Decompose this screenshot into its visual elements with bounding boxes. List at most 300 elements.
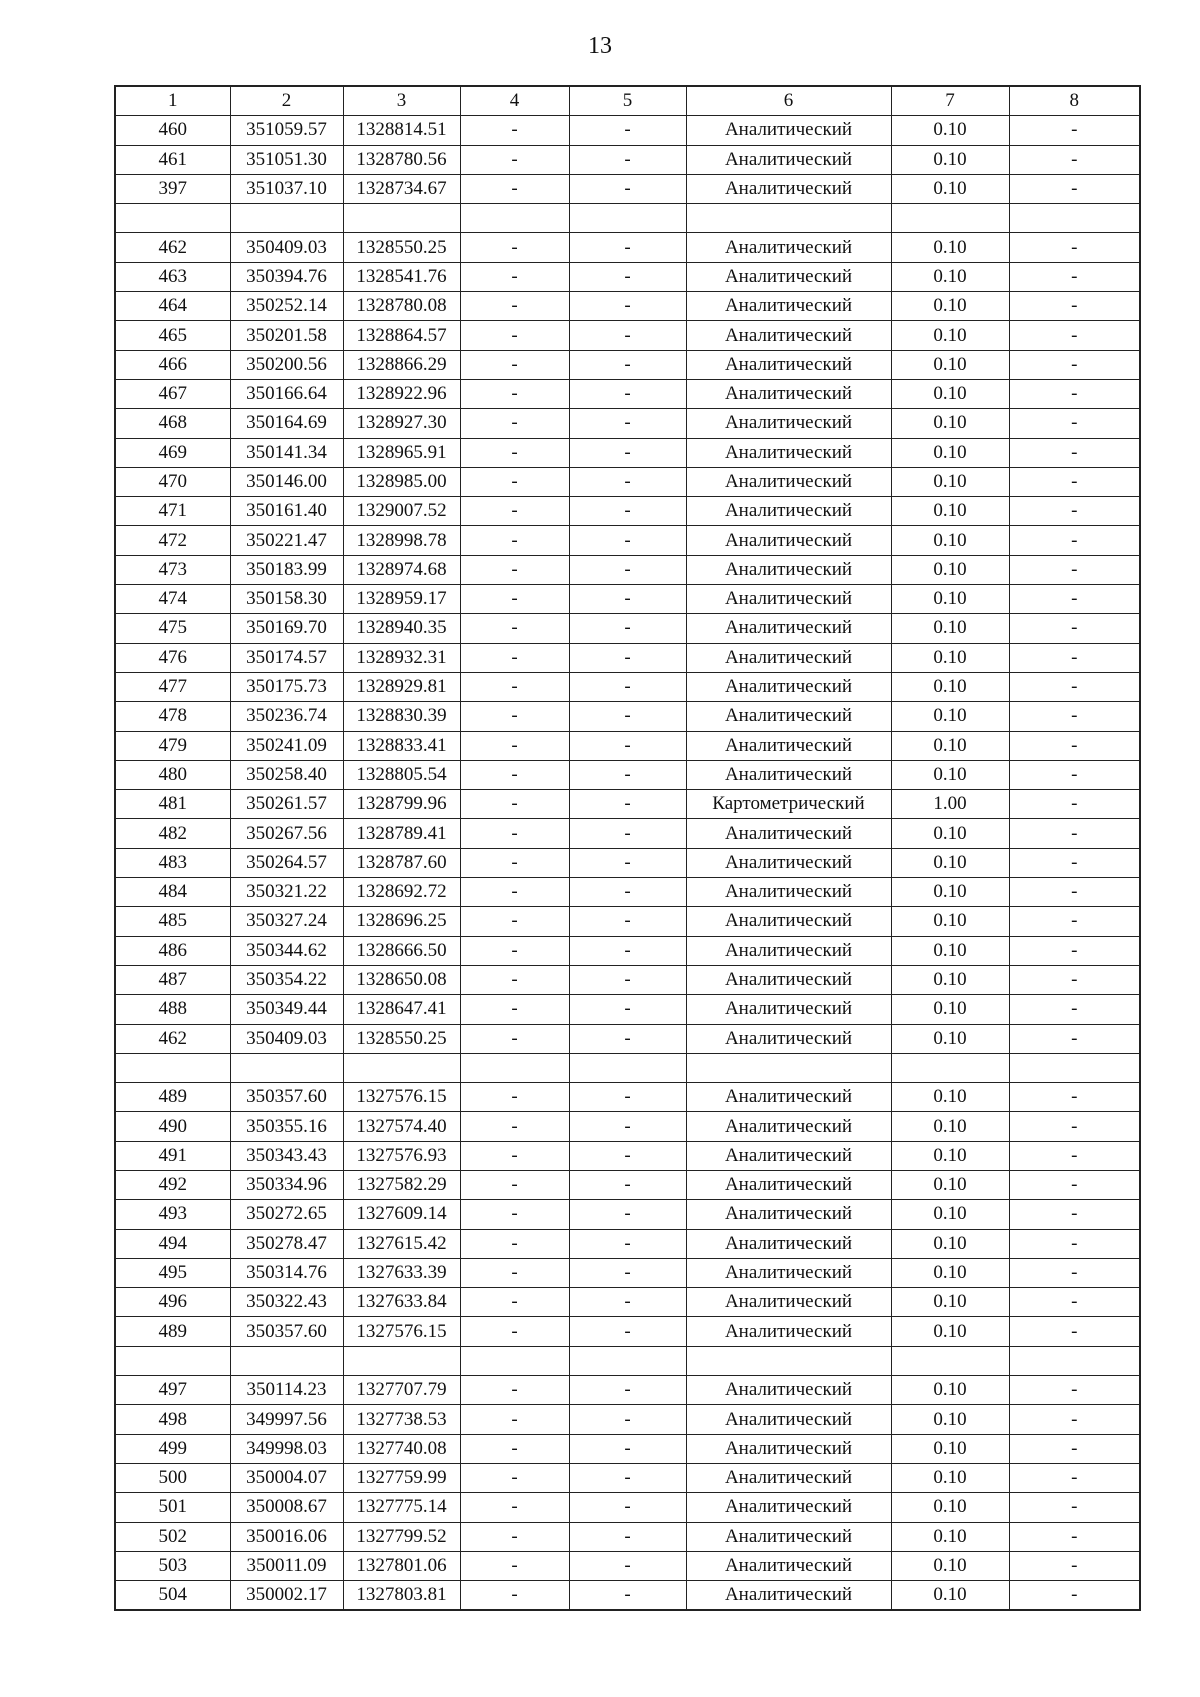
table-cell: 485 xyxy=(115,907,230,936)
table-cell: 1328541.76 xyxy=(343,262,460,291)
table-cell: 1328959.17 xyxy=(343,585,460,614)
table-cell: - xyxy=(1009,379,1140,408)
table-cell: 0.10 xyxy=(891,1200,1009,1229)
table-cell: 0.10 xyxy=(891,1317,1009,1346)
table-cell: 0.10 xyxy=(891,1376,1009,1405)
table-cell: - xyxy=(569,233,686,262)
table-cell: 463 xyxy=(115,262,230,291)
table-cell: 350221.47 xyxy=(230,526,343,555)
table-cell: 350343.43 xyxy=(230,1141,343,1170)
table-cell: Аналитический xyxy=(686,145,891,174)
table-cell: 1328696.25 xyxy=(343,907,460,936)
table-cell: - xyxy=(460,174,569,203)
table-cell: - xyxy=(1009,292,1140,321)
table-row xyxy=(115,1493,1140,1522)
table-cell: - xyxy=(460,145,569,174)
table-cell: 397 xyxy=(115,174,230,203)
table-cell: Аналитический xyxy=(686,1434,891,1463)
table-row xyxy=(115,1405,1140,1434)
table-cell: 1327609.14 xyxy=(343,1200,460,1229)
table-cell: 0.10 xyxy=(891,1112,1009,1141)
table-cell: Аналитический xyxy=(686,321,891,350)
table-cell: 350261.57 xyxy=(230,790,343,819)
table-cell: - xyxy=(460,233,569,262)
table-cell: 350174.57 xyxy=(230,643,343,672)
table-cell: 489 xyxy=(115,1083,230,1112)
table-body xyxy=(115,86,1140,1610)
table-cell: 0.10 xyxy=(891,965,1009,994)
table-cell: 350264.57 xyxy=(230,848,343,877)
table-cell: - xyxy=(460,819,569,848)
table-cell xyxy=(460,1053,569,1082)
table-cell: 350355.16 xyxy=(230,1112,343,1141)
table-cell xyxy=(1009,1053,1140,1082)
table-cell xyxy=(569,1053,686,1082)
table-cell: - xyxy=(460,1581,569,1611)
table-cell: - xyxy=(569,1463,686,1492)
table-cell: - xyxy=(569,585,686,614)
table-cell: 474 xyxy=(115,585,230,614)
table-cell: 350241.09 xyxy=(230,731,343,760)
table-cell: Аналитический xyxy=(686,585,891,614)
table-cell: 0.10 xyxy=(891,1229,1009,1258)
table-cell: Аналитический xyxy=(686,1200,891,1229)
table-cell: - xyxy=(460,1288,569,1317)
table-cell: 351037.10 xyxy=(230,174,343,203)
table-row xyxy=(115,731,1140,760)
table-cell: 0.10 xyxy=(891,1434,1009,1463)
table-cell: - xyxy=(460,350,569,379)
table-cell: - xyxy=(569,1581,686,1611)
table-cell: 495 xyxy=(115,1258,230,1287)
table-row xyxy=(115,1200,1140,1229)
table-cell: 486 xyxy=(115,936,230,965)
table-cell: 504 xyxy=(115,1581,230,1611)
table-cell: Аналитический xyxy=(686,965,891,994)
table-row xyxy=(115,497,1140,526)
table-cell: Аналитический xyxy=(686,848,891,877)
table-cell: 1328799.96 xyxy=(343,790,460,819)
table-cell: 1328650.08 xyxy=(343,965,460,994)
table-cell: Аналитический xyxy=(686,1493,891,1522)
table-cell: 0.10 xyxy=(891,643,1009,672)
table-cell: 1328780.56 xyxy=(343,145,460,174)
table-cell: Аналитический xyxy=(686,467,891,496)
table-cell: 1328734.67 xyxy=(343,174,460,203)
table-cell: 1327759.99 xyxy=(343,1463,460,1492)
table-cell: - xyxy=(1009,526,1140,555)
table-cell: - xyxy=(569,409,686,438)
table-cell: Аналитический xyxy=(686,526,891,555)
table-cell: 350175.73 xyxy=(230,672,343,701)
table-cell: - xyxy=(569,1288,686,1317)
table-cell: Аналитический xyxy=(686,1317,891,1346)
table-cell: - xyxy=(1009,321,1140,350)
table-cell: - xyxy=(1009,1024,1140,1053)
table-cell: 350004.07 xyxy=(230,1463,343,1492)
table-cell: 1328932.31 xyxy=(343,643,460,672)
table-cell: 481 xyxy=(115,790,230,819)
table-cell: - xyxy=(569,907,686,936)
table-cell: - xyxy=(460,1024,569,1053)
table-cell: - xyxy=(460,1434,569,1463)
table-cell: - xyxy=(569,526,686,555)
table-cell: 490 xyxy=(115,1112,230,1141)
table-cell: 1.00 xyxy=(891,790,1009,819)
table-cell: - xyxy=(1009,262,1140,291)
table-row xyxy=(115,467,1140,496)
table-cell xyxy=(230,1053,343,1082)
table-cell: 0.10 xyxy=(891,262,1009,291)
table-cell: Аналитический xyxy=(686,1258,891,1287)
table-cell: - xyxy=(1009,409,1140,438)
table-cell: - xyxy=(1009,1317,1140,1346)
table-cell: 0.10 xyxy=(891,350,1009,379)
table-cell: Аналитический xyxy=(686,1581,891,1611)
table-cell xyxy=(686,1053,891,1082)
table-cell: - xyxy=(1009,1522,1140,1551)
table-row xyxy=(115,760,1140,789)
table-cell: - xyxy=(460,1493,569,1522)
table-cell: Аналитический xyxy=(686,1112,891,1141)
table-cell xyxy=(891,204,1009,233)
table-cell: - xyxy=(569,965,686,994)
table-cell: 350008.67 xyxy=(230,1493,343,1522)
table-cell: 0.10 xyxy=(891,1141,1009,1170)
table-cell: 468 xyxy=(115,409,230,438)
table-row xyxy=(115,555,1140,584)
table-cell: - xyxy=(460,731,569,760)
table-header-row xyxy=(115,86,1140,116)
table-cell: 0.10 xyxy=(891,1170,1009,1199)
table-cell: 350016.06 xyxy=(230,1522,343,1551)
table-cell: - xyxy=(1009,1200,1140,1229)
table-cell: 462 xyxy=(115,233,230,262)
table-cell: - xyxy=(569,1200,686,1229)
table-row xyxy=(115,995,1140,1024)
table-cell: 487 xyxy=(115,965,230,994)
table-cell: 0.10 xyxy=(891,878,1009,907)
table-cell: 350201.58 xyxy=(230,321,343,350)
table-cell: 0.10 xyxy=(891,438,1009,467)
table-cell: - xyxy=(569,819,686,848)
table-cell: 0.10 xyxy=(891,672,1009,701)
table-row xyxy=(115,262,1140,291)
table-cell xyxy=(115,1346,230,1375)
table-cell: Аналитический xyxy=(686,116,891,145)
table-cell: 0.10 xyxy=(891,585,1009,614)
table-cell: 1329007.52 xyxy=(343,497,460,526)
table-cell: - xyxy=(460,1200,569,1229)
table-cell: 350002.17 xyxy=(230,1581,343,1611)
table-cell: 1328805.54 xyxy=(343,760,460,789)
table-cell: 0.10 xyxy=(891,233,1009,262)
table-cell: - xyxy=(460,1317,569,1346)
table-cell: 1327803.81 xyxy=(343,1581,460,1611)
table-cell: 350011.09 xyxy=(230,1551,343,1580)
table-cell: 1328833.41 xyxy=(343,731,460,760)
table-cell xyxy=(343,204,460,233)
table-cell: - xyxy=(460,1083,569,1112)
table-cell: 350349.44 xyxy=(230,995,343,1024)
table-cell: - xyxy=(460,292,569,321)
table-cell: Аналитический xyxy=(686,1141,891,1170)
table-cell: Аналитический xyxy=(686,174,891,203)
table-row xyxy=(115,790,1140,819)
table-cell: - xyxy=(569,292,686,321)
table-cell xyxy=(460,1346,569,1375)
table-cell: Аналитический xyxy=(686,409,891,438)
table-row xyxy=(115,321,1140,350)
table-cell: 475 xyxy=(115,614,230,643)
table-cell: - xyxy=(1009,174,1140,203)
table-cell: - xyxy=(1009,1493,1140,1522)
table-cell: - xyxy=(460,702,569,731)
table-cell: - xyxy=(1009,614,1140,643)
table-cell: - xyxy=(569,848,686,877)
header-cell: 5 xyxy=(569,86,686,116)
table-row xyxy=(115,614,1140,643)
table-cell xyxy=(115,1053,230,1082)
table-cell: - xyxy=(460,907,569,936)
table-row xyxy=(115,438,1140,467)
table-cell xyxy=(343,1053,460,1082)
table-cell: Аналитический xyxy=(686,1083,891,1112)
table-cell: - xyxy=(569,1434,686,1463)
table-cell: 351051.30 xyxy=(230,145,343,174)
table-cell: - xyxy=(460,1551,569,1580)
table-cell: - xyxy=(1009,233,1140,262)
table-row xyxy=(115,1141,1140,1170)
table-cell: 1328780.08 xyxy=(343,292,460,321)
table-cell: - xyxy=(569,1522,686,1551)
table-cell: 1328864.57 xyxy=(343,321,460,350)
header-cell: 8 xyxy=(1009,86,1140,116)
table-cell: 0.10 xyxy=(891,321,1009,350)
table-cell: 350409.03 xyxy=(230,233,343,262)
table-cell: 0.10 xyxy=(891,1258,1009,1287)
table-cell: 350258.40 xyxy=(230,760,343,789)
table-row xyxy=(115,907,1140,936)
table-cell: - xyxy=(569,790,686,819)
table-row xyxy=(115,848,1140,877)
table-cell xyxy=(569,1346,686,1375)
table-cell: 1327633.84 xyxy=(343,1288,460,1317)
table-cell: 470 xyxy=(115,467,230,496)
table-cell: Аналитический xyxy=(686,1288,891,1317)
table-cell: - xyxy=(1009,760,1140,789)
table-cell: 0.10 xyxy=(891,702,1009,731)
table-cell: 478 xyxy=(115,702,230,731)
table-cell: 1327576.15 xyxy=(343,1083,460,1112)
table-cell: 350183.99 xyxy=(230,555,343,584)
table-cell: - xyxy=(460,1463,569,1492)
table-cell: - xyxy=(1009,497,1140,526)
table-cell: 0.10 xyxy=(891,292,1009,321)
table-cell: 503 xyxy=(115,1551,230,1580)
table-cell: 488 xyxy=(115,995,230,1024)
table-cell: 1327801.06 xyxy=(343,1551,460,1580)
table-cell: 350394.76 xyxy=(230,262,343,291)
table-cell: 0.10 xyxy=(891,555,1009,584)
table-cell: 0.10 xyxy=(891,936,1009,965)
table-cell: 467 xyxy=(115,379,230,408)
table-cell: 350354.22 xyxy=(230,965,343,994)
table-cell: Аналитический xyxy=(686,1405,891,1434)
table-cell: Аналитический xyxy=(686,878,891,907)
table-cell: 0.10 xyxy=(891,1493,1009,1522)
table-cell: - xyxy=(460,1141,569,1170)
table-cell: - xyxy=(569,321,686,350)
table-cell: - xyxy=(1009,878,1140,907)
table-cell: - xyxy=(1009,1376,1140,1405)
header-cell: 7 xyxy=(891,86,1009,116)
table-cell: 472 xyxy=(115,526,230,555)
table-cell: 0.10 xyxy=(891,174,1009,203)
table-cell: 473 xyxy=(115,555,230,584)
table-row xyxy=(115,1229,1140,1258)
table-cell: - xyxy=(460,1376,569,1405)
table-cell: 1328940.35 xyxy=(343,614,460,643)
table-cell: - xyxy=(1009,907,1140,936)
table-row xyxy=(115,292,1140,321)
table-cell: - xyxy=(460,379,569,408)
table-cell xyxy=(343,1346,460,1375)
table-cell: 494 xyxy=(115,1229,230,1258)
table-cell: Аналитический xyxy=(686,1376,891,1405)
table-cell: 1328866.29 xyxy=(343,350,460,379)
table-cell: - xyxy=(460,321,569,350)
table-cell: 497 xyxy=(115,1376,230,1405)
table-cell: - xyxy=(1009,116,1140,145)
table-cell: 0.10 xyxy=(891,1463,1009,1492)
table-cell: 1327574.40 xyxy=(343,1112,460,1141)
table-cell: 0.10 xyxy=(891,819,1009,848)
table-cell: - xyxy=(460,526,569,555)
table-cell: Аналитический xyxy=(686,1229,891,1258)
table-cell: - xyxy=(1009,555,1140,584)
table-row xyxy=(115,702,1140,731)
table-row xyxy=(115,1551,1140,1580)
table-cell: - xyxy=(569,262,686,291)
table-cell: - xyxy=(1009,702,1140,731)
table-cell: 350169.70 xyxy=(230,614,343,643)
table-cell: - xyxy=(1009,672,1140,701)
table-cell: 0.10 xyxy=(891,760,1009,789)
table-cell: - xyxy=(569,145,686,174)
separator-row xyxy=(115,204,1140,233)
table-cell: 351059.57 xyxy=(230,116,343,145)
table-cell: 499 xyxy=(115,1434,230,1463)
table-cell: - xyxy=(460,497,569,526)
table-cell: - xyxy=(1009,1170,1140,1199)
table-cell: 350327.24 xyxy=(230,907,343,936)
table-cell: - xyxy=(1009,1083,1140,1112)
table-cell: 462 xyxy=(115,1024,230,1053)
table-cell: - xyxy=(1009,731,1140,760)
table-cell: 1328550.25 xyxy=(343,233,460,262)
table-cell: 1328922.96 xyxy=(343,379,460,408)
table-cell: Аналитический xyxy=(686,262,891,291)
header-cell: 1 xyxy=(115,86,230,116)
table-cell: 350409.03 xyxy=(230,1024,343,1053)
table-cell: - xyxy=(569,379,686,408)
table-cell: - xyxy=(460,1229,569,1258)
table-cell: - xyxy=(460,438,569,467)
table-cell: 1328666.50 xyxy=(343,936,460,965)
table-cell: 482 xyxy=(115,819,230,848)
table-cell: 350146.00 xyxy=(230,467,343,496)
table-cell: - xyxy=(569,878,686,907)
table-row xyxy=(115,1434,1140,1463)
table-cell: 1328985.00 xyxy=(343,467,460,496)
table-cell: - xyxy=(569,1170,686,1199)
table-cell: - xyxy=(569,731,686,760)
table-cell: 0.10 xyxy=(891,1522,1009,1551)
table-cell: 1327576.93 xyxy=(343,1141,460,1170)
table-cell: - xyxy=(1009,438,1140,467)
table-cell: - xyxy=(1009,1258,1140,1287)
table-cell: 1327576.15 xyxy=(343,1317,460,1346)
table-cell: Аналитический xyxy=(686,702,891,731)
table-cell: 350200.56 xyxy=(230,350,343,379)
table-cell: - xyxy=(1009,350,1140,379)
table-cell: - xyxy=(569,936,686,965)
table-cell: - xyxy=(460,790,569,819)
table-cell: - xyxy=(1009,1229,1140,1258)
separator-row xyxy=(115,1053,1140,1082)
table-row xyxy=(115,1288,1140,1317)
table-cell: - xyxy=(1009,819,1140,848)
table-row xyxy=(115,672,1140,701)
table-cell: - xyxy=(1009,1551,1140,1580)
table-cell: - xyxy=(569,1551,686,1580)
table-cell: 0.10 xyxy=(891,409,1009,438)
table-cell: Аналитический xyxy=(686,819,891,848)
table-cell: - xyxy=(460,643,569,672)
table-cell: 0.10 xyxy=(891,116,1009,145)
table-cell: - xyxy=(460,1522,569,1551)
table-cell: 498 xyxy=(115,1405,230,1434)
table-cell xyxy=(686,1346,891,1375)
table-cell xyxy=(686,204,891,233)
table-cell: Аналитический xyxy=(686,995,891,1024)
table-cell: - xyxy=(460,1112,569,1141)
table-row xyxy=(115,116,1140,145)
table-row xyxy=(115,145,1140,174)
table-row xyxy=(115,350,1140,379)
table-cell: - xyxy=(460,760,569,789)
table-cell: 1328974.68 xyxy=(343,555,460,584)
table-cell: Аналитический xyxy=(686,1463,891,1492)
table-cell xyxy=(115,204,230,233)
table-cell: - xyxy=(569,995,686,1024)
table-cell: - xyxy=(1009,1288,1140,1317)
table-cell: 476 xyxy=(115,643,230,672)
table-cell: Аналитический xyxy=(686,614,891,643)
table-row xyxy=(115,878,1140,907)
table-cell: Картометрический xyxy=(686,790,891,819)
table-cell: 469 xyxy=(115,438,230,467)
table-cell: - xyxy=(460,672,569,701)
table-cell: - xyxy=(460,585,569,614)
table-cell: 1327738.53 xyxy=(343,1405,460,1434)
table-cell: 1328830.39 xyxy=(343,702,460,731)
table-cell xyxy=(1009,1346,1140,1375)
table-cell: Аналитический xyxy=(686,643,891,672)
table-cell: 1328789.41 xyxy=(343,819,460,848)
table-cell: 464 xyxy=(115,292,230,321)
